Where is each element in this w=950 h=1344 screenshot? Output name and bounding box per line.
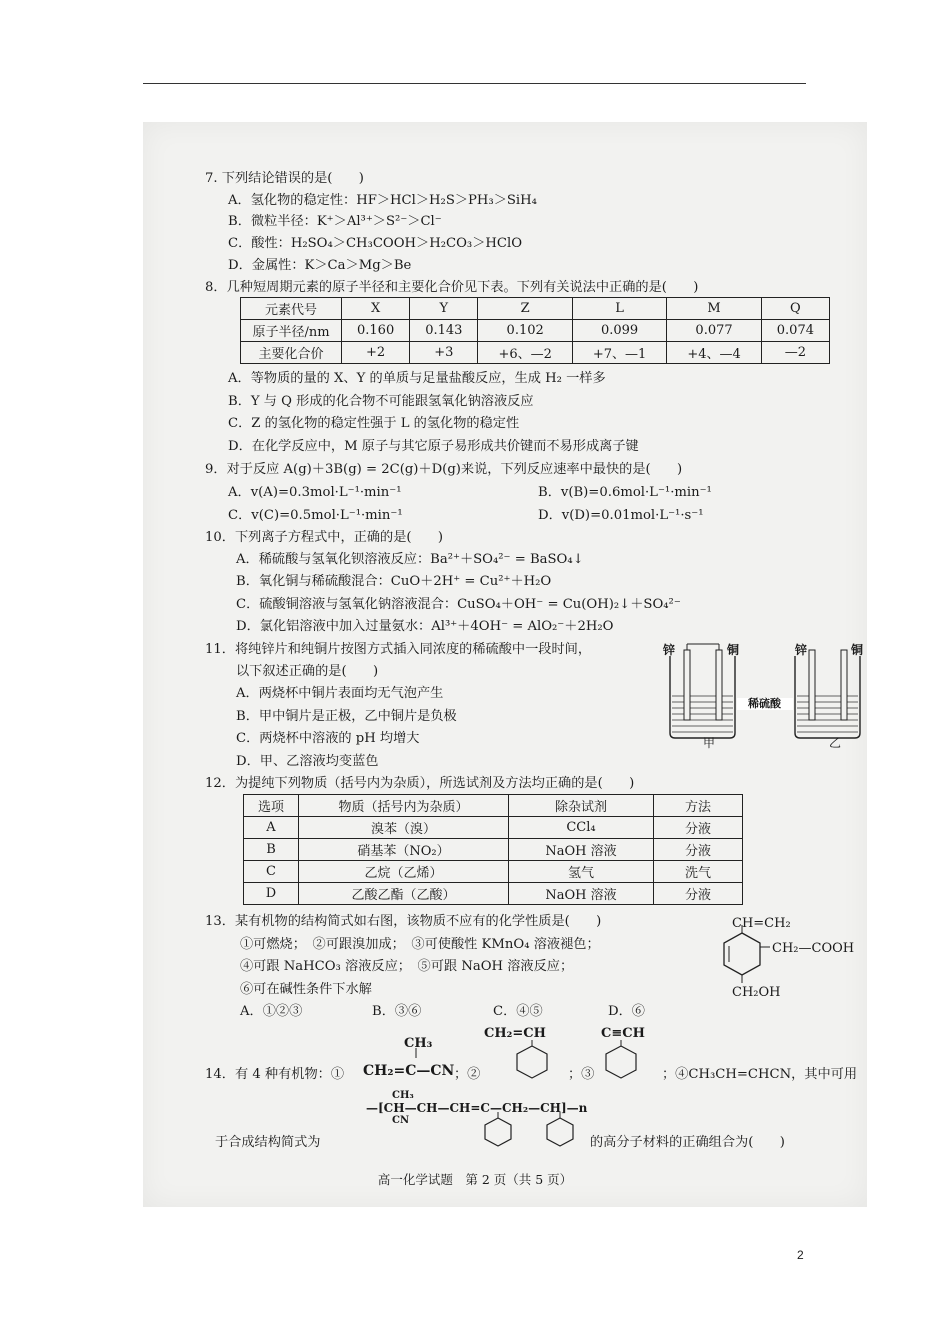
q11-option-d: D．甲、乙溶液均变蓝色: [236, 754, 379, 769]
q14-sep-2: ；②: [454, 1067, 481, 1082]
q10-stem: 10．下列离子方程式中，正确的是( ): [205, 530, 444, 545]
q9-stem: 9．对于反应 A(g)＋3B(g) = 2C(g)＋D(g)来说，下列反应速率中最快的是( ): [205, 462, 683, 477]
cu-label-2: 铜: [851, 643, 864, 657]
table-cell: 0.074: [761, 320, 829, 342]
q10-option-c: C．硫酸铜溶液与氢氧化钠溶液混合：CuSO₄＋OH⁻ = Cu(OH)₂↓＋SO₄²⁻: [236, 597, 681, 612]
table-cell: 乙烷（乙烯）: [299, 861, 509, 883]
q13-stem: 13．某有机物的结构简式如右图，该物质不应有的化学性质是( ): [205, 914, 602, 929]
q8-option-d: D．在化学反应中，M 原子与其它原子易形成共价键而不易形成离子键: [228, 439, 639, 454]
table-row: [241, 298, 830, 320]
q14-line-2a: 于合成结构简式为: [215, 1135, 321, 1150]
q10-option-d: D．氯化铝溶液中加入过量氨水：Al³⁺＋4OH⁻ = AlO₂⁻＋2H₂O: [236, 619, 614, 634]
q13-option-b: B．③⑥: [372, 1004, 422, 1019]
q13-option-a: A．①②③: [240, 1004, 303, 1019]
q11-stem: 11．将纯锌片和纯铜片按图方式插入同浓度的稀硫酸中一段时间，: [205, 642, 592, 657]
table-cell: +3: [410, 342, 478, 364]
q9-option-d: D．v(D)=0.01mol·L⁻¹·s⁻¹: [538, 508, 704, 523]
beaker-figure: [660, 638, 870, 748]
q12-stem: 12．为提纯下列物质（括号内为杂质），所选试剂及方法均正确的是( ): [205, 776, 635, 791]
table-cell: 乙酸乙酯（乙酸）: [299, 883, 509, 905]
table-cell: Q: [761, 298, 829, 320]
table-row: [244, 817, 743, 839]
table-cell: +4、—4: [667, 342, 761, 364]
q9-option-a: A．v(A)=0.3mol·L⁻¹·min⁻¹: [228, 485, 402, 500]
q8-table: [240, 297, 830, 364]
table-cell: +2: [342, 342, 410, 364]
q14-m1: CH₂=C—CN: [363, 1063, 455, 1079]
q12-table: [243, 794, 743, 905]
q14-poly-methyl: CH₃: [392, 1090, 414, 1101]
table-cell: 物质（括号内为杂质）: [299, 795, 509, 817]
q14-sep-3: ；③: [568, 1067, 595, 1082]
table-cell: C: [244, 861, 299, 883]
table-cell: L: [572, 298, 666, 320]
q13-struct-top: CH=CH₂: [732, 916, 791, 931]
q13-struct-side: CH₂—COOH: [772, 941, 855, 956]
q14-polymer-rings: [480, 1110, 590, 1150]
table-cell: 0.143: [410, 320, 478, 342]
table-cell: 硝基苯（NO₂）: [299, 839, 509, 861]
q9-option-c: C．v(C)=0.5mol·L⁻¹·min⁻¹: [228, 508, 403, 523]
table-cell: NaOH 溶液: [509, 883, 654, 905]
q7-option-a: A．氢化物的稳定性：HF＞HCl＞H₂S＞PH₃＞SiH₄: [228, 193, 537, 208]
table-cell: Y: [410, 298, 478, 320]
q13-line-3: ⑥可在碱性条件下水解: [240, 982, 372, 997]
table-cell: NaOH 溶液: [509, 839, 654, 861]
table-cell: 主要化合价: [241, 342, 342, 364]
table-cell: 元素代号: [241, 298, 342, 320]
q8-stem: 8．几种短周期元素的原子半径和主要化合价见下表。下列有关说法中正确的是( ): [205, 280, 699, 295]
q8-option-a: A．等物质的量的 X、Y 的单质与足量盐酸反应，生成 H₂ 一样多: [228, 371, 606, 386]
q7-stem: 7. 下列结论错误的是( ): [205, 171, 364, 186]
jia-label: 甲: [703, 736, 716, 750]
q11-option-c: C．两烧杯中溶液的 pH 均增大: [236, 731, 420, 746]
table-cell: +7、—1: [572, 342, 666, 364]
table-row: [244, 839, 743, 861]
q14-line-2b: 的高分子材料的正确组合为( ): [590, 1135, 785, 1150]
table-cell: D: [244, 883, 299, 905]
table-cell: M: [667, 298, 761, 320]
q10-option-b: B．氧化铜与稀硫酸混合：CuO＋2H⁺ = Cu²⁺＋H₂O: [236, 574, 552, 589]
table-cell: 0.160: [342, 320, 410, 342]
table-cell: 分液: [654, 839, 743, 861]
table-cell: X: [342, 298, 410, 320]
zn-label-2: 锌: [795, 643, 808, 657]
q14-stem-a: 14．有 4 种有机物：①: [205, 1067, 345, 1082]
table-cell: 原子半径/nm: [241, 320, 342, 342]
table-row: [241, 342, 830, 364]
q9-option-b: B．v(B)=0.6mol·L⁻¹·min⁻¹: [538, 485, 712, 500]
q13-line-1: ①可燃烧； ②可跟溴加成； ③可使酸性 KMnO₄ 溶液褪色；: [240, 937, 600, 952]
q13-option-c: C．④⑤: [493, 1004, 543, 1019]
q7-option-c: C．酸性：H₂SO₄＞CH₃COOH＞H₂CO₃＞HClO: [228, 236, 523, 251]
table-cell: 0.102: [478, 320, 572, 342]
table-cell: CCl₄: [509, 817, 654, 839]
q11-stem-cont: 以下叙述正确的是( ): [236, 664, 379, 679]
q8-option-c: C．Z 的氢化物的稳定性强于 L 的氢化物的稳定性: [228, 416, 520, 431]
table-cell: A: [244, 817, 299, 839]
page-number: 2: [797, 1248, 804, 1262]
acid-label: 稀硫酸: [748, 697, 781, 710]
q11-option-a: A．两烧杯中铜片表面均无气泡产生: [236, 686, 444, 701]
table-cell: 溴苯（溴）: [299, 817, 509, 839]
q14-m2-top: CH₂=CH: [484, 1026, 546, 1041]
q13-line-2: ④可跟 NaHCO₃ 溶液反应； ⑤可跟 NaOH 溶液反应；: [240, 959, 574, 974]
table-cell: 0.077: [667, 320, 761, 342]
table-cell: 选项: [244, 795, 299, 817]
table-cell: 洗气: [654, 861, 743, 883]
q14-m3-top: C≡CH: [601, 1026, 645, 1041]
q13-struct-bottom: CH₂OH: [732, 985, 781, 1000]
table-cell: 分液: [654, 883, 743, 905]
q13-option-d: D．⑥: [608, 1004, 645, 1019]
q7-option-b: B．微粒半径：K⁺＞Al³⁺＞S²⁻＞Cl⁻: [228, 214, 442, 229]
table-cell: 方法: [654, 795, 743, 817]
cu-label-1: 铜: [727, 643, 740, 657]
table-cell: 分液: [654, 817, 743, 839]
header-rule: [143, 83, 806, 84]
q14-stem-b: ；④CH₃CH=CHCN，其中可用: [662, 1067, 858, 1082]
q14-poly-cn: CN: [392, 1115, 410, 1126]
table-cell: +6、—2: [478, 342, 572, 364]
q14-m1-methyl: CH₃: [404, 1036, 433, 1051]
q7-option-d: D．金属性：K＞Ca＞Mg＞Be: [228, 258, 412, 273]
table-cell: 除杂试剂: [509, 795, 654, 817]
table-cell: 0.099: [572, 320, 666, 342]
q10-option-a: A．稀硫酸与氢氧化钡溶液反应：Ba²⁺＋SO₄²⁻ = BaSO₄↓: [236, 552, 584, 567]
table-cell: B: [244, 839, 299, 861]
yi-label: 乙: [829, 736, 842, 750]
table-row: [244, 795, 743, 817]
table-cell: 氢气: [509, 861, 654, 883]
table-row: [241, 320, 830, 342]
q14-polymer: —[CH—CH—CH=C—CH₂—CH]—n: [366, 1101, 588, 1115]
table-cell: Z: [478, 298, 572, 320]
table-cell: —2: [761, 342, 829, 364]
zn-label-1: 锌: [663, 643, 676, 657]
q8-option-b: B．Y 与 Q 形成的化合物不可能跟氢氧化钠溶液反应: [228, 394, 534, 409]
page-footer: 高一化学试题 第 2 页（共 5 页）: [377, 1172, 573, 1187]
q11-option-b: B．甲中铜片是正极，乙中铜片是负极: [236, 709, 457, 724]
table-row: [244, 883, 743, 905]
table-row: [244, 861, 743, 883]
